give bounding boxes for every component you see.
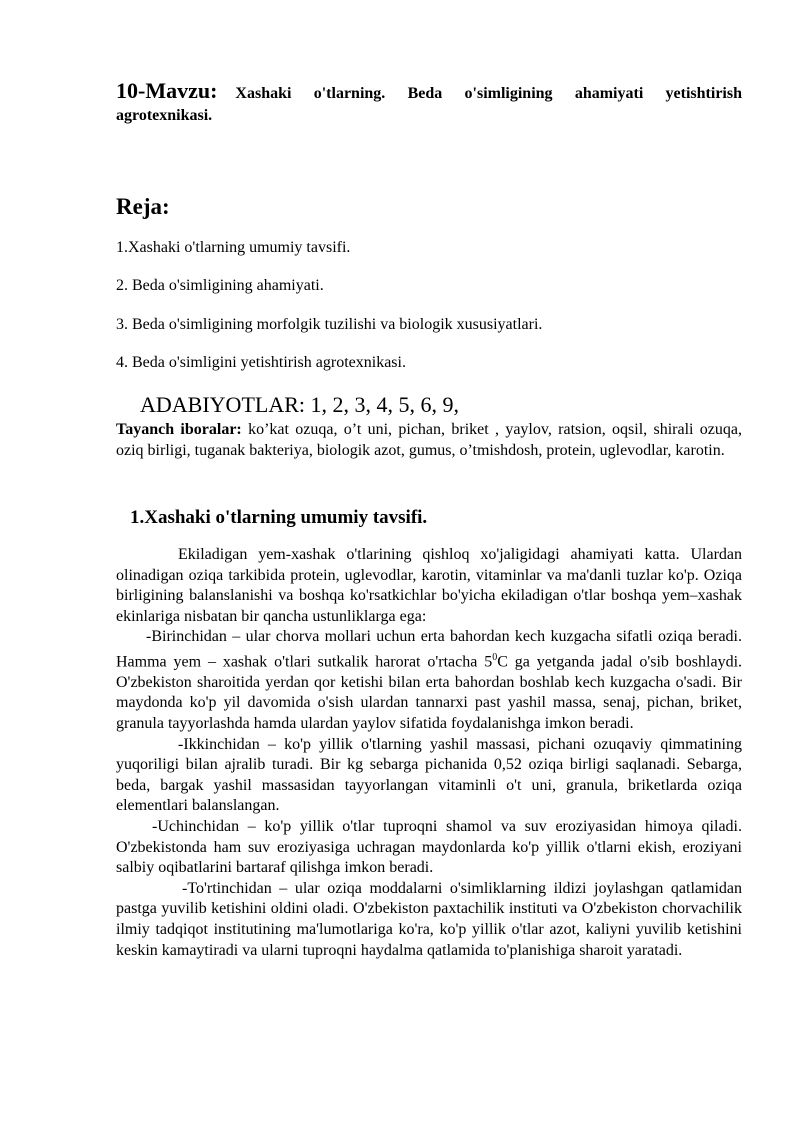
plan-item-3: 3. Beda o'simligining morfolgik tuzilishi va biologik xususiyatlari. <box>116 316 543 333</box>
plan-item-2: 2. Beda o'simligining ahamiyati. <box>116 277 324 294</box>
title-part-b: . Beda o'simligining ahamiyati yetishtirish agrotexnikasi. <box>116 85 742 124</box>
paragraph-birinchidan <box>116 627 742 734</box>
references-line: ADABIYOTLAR: 1, 2, 3, 4, 5, 6, 9, <box>140 392 459 417</box>
section-heading: 1.Xashaki o'tlarning umumiy tavsifi. <box>130 507 428 528</box>
topic-number: 10-Mavzu: <box>116 78 218 103</box>
plan-heading: Reja: <box>116 194 170 219</box>
topic-title <box>116 80 742 127</box>
key-terms-text: ko’kat ozuqa, o’t uni, pichan, briket , yaylov, ratsion, oqsil, shirali ozuqa, oziq birligi, tuganak bakteriya, biologik azot, gumus, o’tmishdosh, protein, uglevodlar, karotin. <box>116 421 743 459</box>
key-terms <box>116 419 742 461</box>
title-part-a: Xashaki o'tlarning <box>235 85 382 102</box>
plan-item-4: 4. Beda o'simligini yetishtirish agrotexnikasi. <box>116 354 406 371</box>
paragraph-uchinchidan: -Uchinchidan – ko'p yillik o'tlar tuproqni shamol va suv eroziyasidan himoya qiladi. O'zbekistonda ham suv eroziyasiga uchragan maydonlarda ko'p yillik o'tlarni ekish, eroziyani salbiy oqibatlarini bartaraf qilishga imkon beradi. <box>116 818 742 877</box>
degree-sup: 0 <box>492 651 498 663</box>
section-body <box>116 545 742 961</box>
key-terms-label: Tayanch iboralar: <box>116 421 242 438</box>
paragraph-tortinchidan: -To'rtinchidan – ular oziqa moddalarni o'simliklarning ildizi joylashgan qatlamidan pastga yuvilib ketishini oldini oladi. O'zbekiston paxtachilik instituti va O'zbekiston chorvachilik ilmiy tadqiqot institutining ma'lumotlariga ko'ra, ko'p yillik o'tlar azot, kaliyni yuvilib ketishini keskin kamaytiradi va ularni tuproqni haydalma qatlamida to'planishiga sharoit yaratadi. <box>116 879 742 959</box>
p2-text-b: C ga yetganda jadal o'sib boshlaydi. O'zbekiston sharoitida yerdan qor ketishi bilan erta bahordan boshlab kech kuzgacha o'sadi. Bir maydonda ko'p yil davomida o'sish ulardan tannarxi past yashil massa, senaj, pichan, briket, granula tayyorlashda hamda ulardan yaylov sifatida foydalanishga imkon beradi. <box>116 653 743 733</box>
paragraph-intro: Ekiladigan yem-xashak o'tlarining qishloq xo'jaligidagi ahamiyati katta. Ulardan olinadigan oziqa tarkibida protein, uglevodlar, karotin, vitaminlar va ma'danli tuzlar ko'p. Oziqa birligining balanslanishi va boshqa ko'rsatkichlar bo'yicha ekiladigan o'tlar boshqa yem–xashak ekinlariga nisbatan bir qancha ustunliklarga ega: <box>116 546 742 625</box>
p2-text-a: -Birinchidan – ular chorva mollari uchun erta bahordan kech kuzgacha sifatli oziqa beradi. Hamma yem – xashak o'tlari sutkalik harorat o'rtacha 5 <box>116 628 742 671</box>
paragraph-ikkinchidan: -Ikkinchidan – ko'p yillik o'tlarning yashil massasi, pichani ozuqaviy qimmatining yuqoriligi bilan ajralib turadi. Bir kg sebarga pichanida 0,52 oziqa birligi saqlanadi. Sebarga, beda, bargak yashil massasidan tayyorlangan vitaminli o't uni, granula, briketlarda oziqa elementlari balanslangan. <box>116 735 742 815</box>
plan-item-1: 1.Xashaki o'tlarning umumiy tavsifi. <box>116 239 351 256</box>
